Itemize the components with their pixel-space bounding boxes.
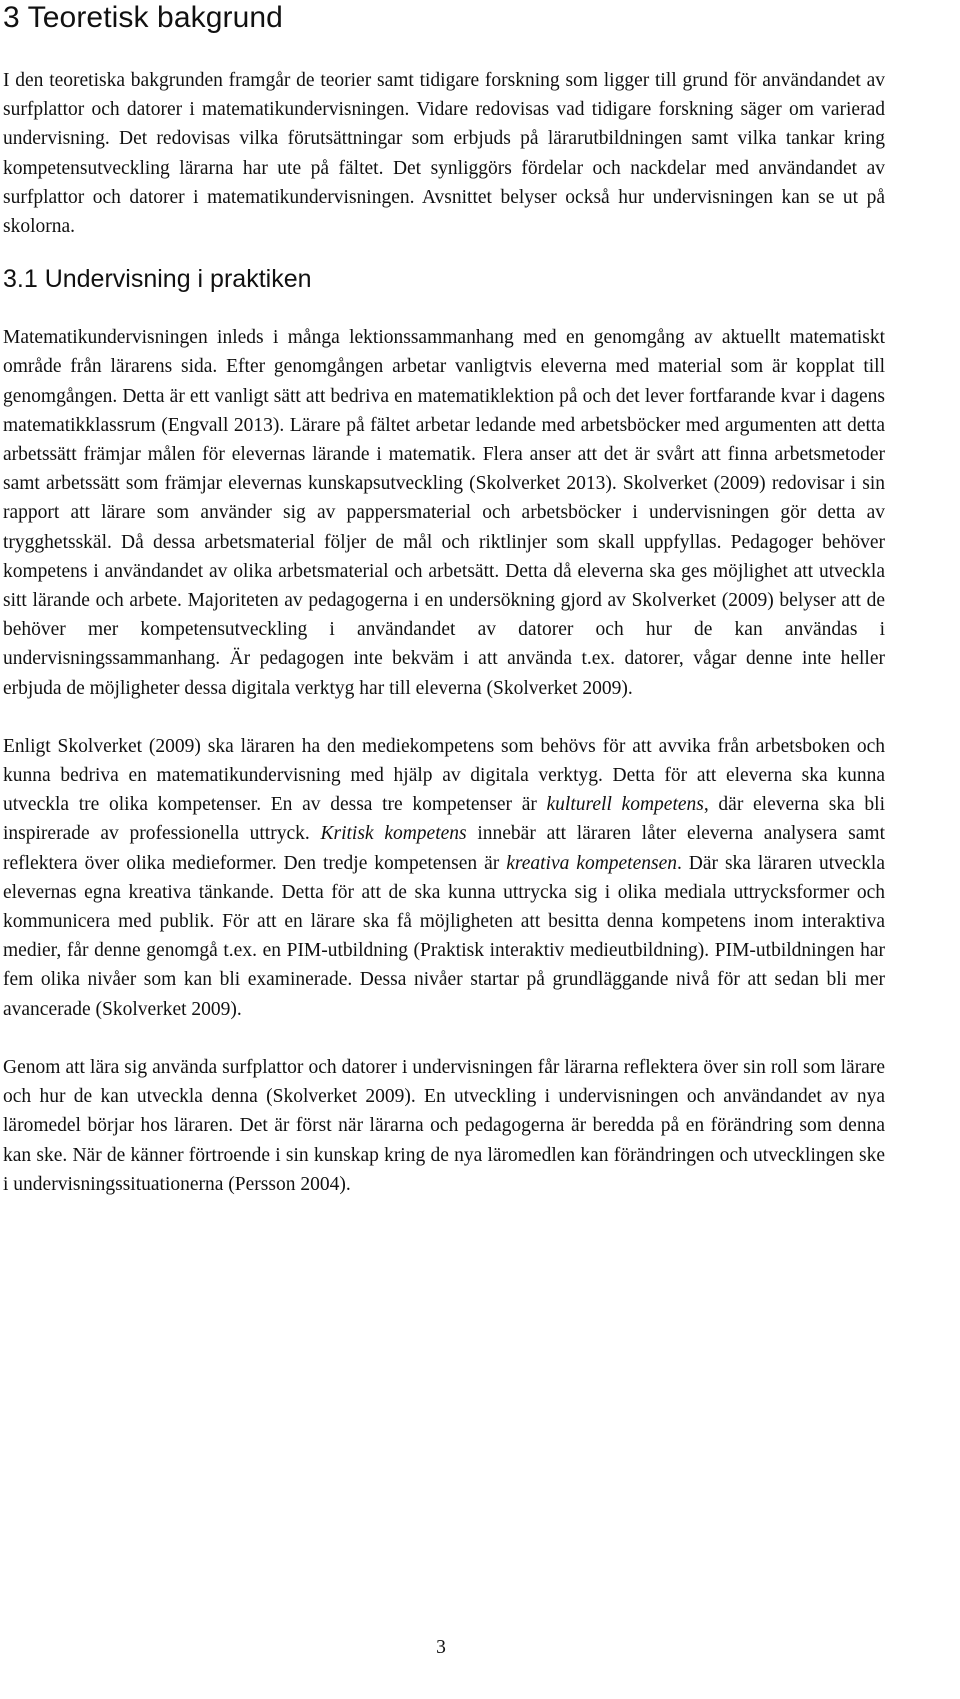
paragraph-text-segment: . Där ska läraren utveckla elevernas egna kreativa tänkande. Detta för att de ska kunna uttrycka sig i olika mediala uttrycksformer och kommunicera med publik. För att en lärare ska få möjligheten att besitta denna kompetens inom interaktiva medier, får denne genomgå t.ex. en PIM-utbildning (Praktisk interaktiv medieutbildning). PIM-utbildningen har fem olika nivåer som kan bli examinerade. Dessa nivåer startar på grundläggande nivå för att sedan bli mer avancerade (Skolverket 2009). <box>3 852 885 1020</box>
document-page <box>3 0 885 1199</box>
section-heading: 3.1 Undervisning i praktiken <box>3 265 312 294</box>
term-critical-competence: Kritisk kompetens <box>320 823 467 845</box>
paragraph-teacher-development: Genom att lära sig använda surfplattor och datorer i undervisningen får lärarna reflektera över sin roll som lärare och hur de kan utveckla denna (Skolverket 2009). En utveckling i undervisningen och användandet av nya läromedel börjar hos läraren. Det är först när lärarna och pedagogerna är beredda på en förändring som denna kan ske. När de känner förtroende i sin kunskap kring de nya läromedlen kan förändringen och utvecklingen ske i undervisningssituationerna (Persson 2004). <box>3 1056 885 1195</box>
paragraph-text-segment: innebär att läraren låter eleverna analysera samt reflektera över olika medieformer. Den tredje kompetensen är <box>3 823 885 874</box>
paragraph-teaching-practice: Matematikundervisningen inleds i många lektionssammanhang med en genomgång av aktuellt matematiskt område från lärarens sida. Efter genomgången arbetar vanligtvis eleverna med material som är kopplat till genomgången. Detta är ett vanligt sätt att bedriva en matematiklektion på och det lever fortfarande kvar i dagens matematikklassrum (Engvall 2013). Lärare på fältet arbetar ledande med arbetsböcker med argumenten att detta arbetssätt främjar målen för elevernas lärande i matematik. Flera anser att det är svårt att finna arbetsmetoder samt arbetssätt som främjar elevernas kunskapsutveckling (Skolverket 2013). Skolverket (2009) redovisar i sin rapport att lärare som använder sig av pappersmaterial och arbetsböcker i undervisningen gör detta av trygghetsskäl. Då dessa arbetsmaterial följer de mål och riktlinjer som skall uppfyllas. Pedagoger behöver kompetens i användandet av olika arbetsmaterial och arbetsätt. Detta då eleverna ska ges möjlighet att utveckla sitt lärande och arbete. Majoriteten av pedagogerna i en undersökning gjord av Skolverket (2009) belyser att de behöver mer kompetensutveckling i användandet av datorer och hur de kan användas i undervisningssammanhang. Är pedagogen inte bekväm i att använda t.ex. datorer, vågar denne inte heller erbjuda de möjligheter dessa digitala verktyg har till eleverna (Skolverket 2009). <box>3 327 885 699</box>
chapter-heading: 3 Teoretisk bakgrund <box>3 1 283 34</box>
page-number: 3 <box>436 1637 446 1658</box>
intro-paragraph: I den teoretiska bakgrunden framgår de teorier samt tidigare forskning som ligger till grund för användandet av surfplattor och datorer i matematikundervisningen. Vidare redovisas vad tidigare forskning säger om varierad undervisning. Det redovisas vilka förutsättningar som erbjuds på lärarutbildningen samt vilka tankar kring kompetensutveckling lärarna har ute på fältet. Det synliggörs fördelar och nackdelar med användandet av surfplattor och datorer i matematikundervisningen. Avsnittet belyser också hur undervisningen kan se ut på skolorna. <box>3 70 885 238</box>
section-heading-wrapper <box>3 263 885 295</box>
term-creative-competence: kreativa kompetensen <box>506 852 677 874</box>
paragraph-text-segment: Enligt Skolverket (2009) ska läraren ha den mediekompetens som behövs för att avvika från arbetsboken och kunna bedriva en matematikundervisning med hjälp av digitala verktyg. Detta för att eleverna ska kunna utveckla tre olika kompetenser. En av dessa tre kompetenser är <box>3 735 885 816</box>
term-cultural-competence: kulturell kompetens <box>546 794 704 816</box>
paragraph-media-competence <box>3 732 885 1024</box>
paragraph-text-segment: , där eleverna ska bli inspirerade av professionella uttryck. <box>3 794 885 845</box>
